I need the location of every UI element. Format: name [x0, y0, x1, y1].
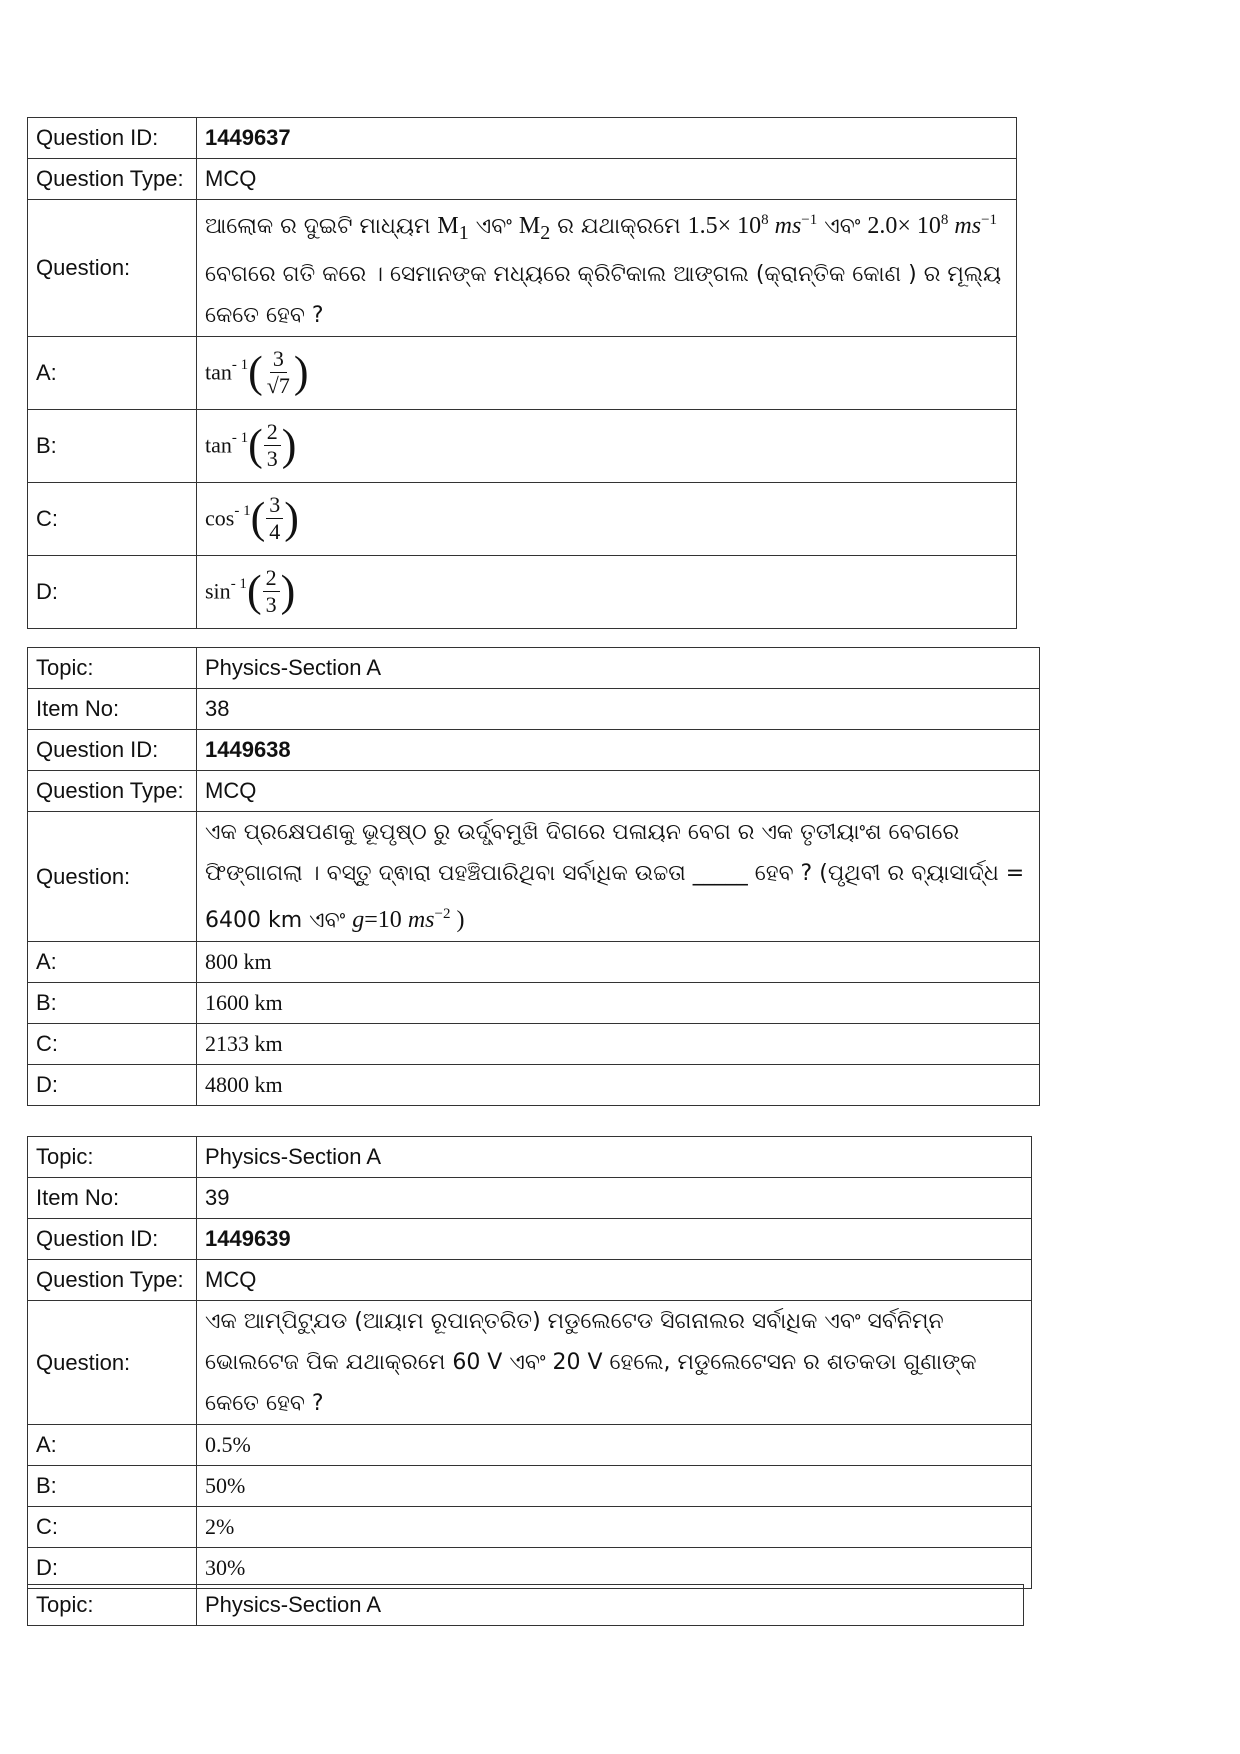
option-c-value: $\cos^{- 1}$( $\frac{3}{4}$ ) [197, 482, 1017, 555]
topic-value: Physics-Section A [197, 1585, 1024, 1626]
question-id-label: Question ID: [28, 1219, 197, 1260]
option-a-value: 0.5% [197, 1425, 1032, 1466]
question-id-value: 1449637 [197, 118, 1017, 159]
option-c-value: 2% [197, 1507, 1032, 1548]
question-type-value: MCQ [197, 159, 1017, 200]
question-text: ଏକ ପ୍ରକ୍ଷେପଣକୁ ଭୂପୃଷ୍ଠ ରୁ ଉର୍ଦ୍ଧ୍ବମୁଖି ଦିଗରେ ପଳାୟନ ବେଗ ର ଏକ ତୃତୀୟାଂଶ ବେଗରେ ଫିଙ୍ଗାଗଲା । ବସ୍ତୁ ଦ୍ଵାରା ପହଞ୍ଚିପାରିଥିବା ସର୍ବାଧିକ ଉଚ୍ଚତା _____ ହେବ ? (ପୃଥିବୀ ର ବ୍ୟାସାର୍ଦ୍ଧ = 6400 km ଏବଂ g=10 $ms^{-2}$ ) [197, 812, 1040, 942]
question-id-value: 1449638 [197, 730, 1040, 771]
question-table-1449638 [27, 647, 1040, 1106]
item-no-value: 38 [197, 689, 1040, 730]
option-a-label: A: [28, 1425, 197, 1466]
option-b-label: B: [28, 1466, 197, 1507]
option-b-label: B: [28, 983, 197, 1024]
topic-value: Physics-Section A [197, 648, 1040, 689]
topic-label: Topic: [28, 648, 197, 689]
question-id-value: 1449639 [197, 1219, 1032, 1260]
question-table-next [27, 1584, 1024, 1626]
question-label: Question: [28, 200, 197, 337]
option-b-label: B: [28, 409, 197, 482]
question-type-value: MCQ [197, 1260, 1032, 1301]
topic-value: Physics-Section A [197, 1137, 1032, 1178]
option-a-label: A: [28, 942, 197, 983]
topic-label: Topic: [28, 1585, 197, 1626]
option-a-value: $\tan^{- 1}$( $\frac{3}{√7}$ ) [197, 336, 1017, 409]
option-b-value: $\tan^{- 1}$( $\frac{2}{3}$ ) [197, 409, 1017, 482]
question-text: ଆଲୋକ ର ଦୁଇଟି ମାଧ୍ୟମ $M_1$ ଏବଂ $M_2$ ର ଯଥାକ୍ରମେ $1.5\times 10^8$ $ms^{-1}$ ଏବଂ $2.0\times 10^8$ $ms^{-1}$ ବେଗରେ ଗତି କରେ । ସେମାନଙ୍କ ମଧ୍ୟରେ କ୍ରିଟିକାଲ ଆଙ୍ଗଲ (କ୍ରାନ୍ତିକ କୋଣ ) ର ମୂଲ୍ୟ କେତେ ହେବ ? [197, 200, 1017, 337]
question-type-label: Question Type: [28, 159, 197, 200]
option-c-label: C: [28, 1024, 197, 1065]
option-d-value: $\sin^{- 1}$( $\frac{2}{3}$ ) [197, 555, 1017, 628]
question-id-label: Question ID: [28, 730, 197, 771]
question-type-value: MCQ [197, 771, 1040, 812]
option-d-value: 30% [197, 1548, 1032, 1589]
option-c-label: C: [28, 482, 197, 555]
question-id-label: Question ID: [28, 118, 197, 159]
option-c-value: 2133 km [197, 1024, 1040, 1065]
question-table-1449637 [27, 117, 1017, 629]
option-a-value: 800 km [197, 942, 1040, 983]
option-d-value: 4800 km [197, 1065, 1040, 1106]
question-type-label: Question Type: [28, 771, 197, 812]
question-text: ଏକ ଆମ୍ପିଟ୍ଯୁଡ (ଆୟାମ ରୂପାନ୍ତରିତ) ମଡୁଲେଟେଡ ସିଗନାଲର ସର୍ବାଧିକ ଏବଂ ସର୍ବନିମ୍ନ ଭୋଲଟେଜ ପିକ ଯଥାକ୍ରମେ 60 V ଏବଂ 20 V ହେଲେ, ମଡୁଲେଟେସନ ର ଶତକଡା ଗୁଣାଙ୍କ କେତେ ହେବ ? [197, 1301, 1032, 1425]
item-no-value: 39 [197, 1178, 1032, 1219]
option-a-label: A: [28, 336, 197, 409]
option-b-value: 50% [197, 1466, 1032, 1507]
item-no-label: Item No: [28, 689, 197, 730]
option-d-label: D: [28, 1548, 197, 1589]
question-type-label: Question Type: [28, 1260, 197, 1301]
question-label: Question: [28, 812, 197, 942]
option-d-label: D: [28, 555, 197, 628]
option-d-label: D: [28, 1065, 197, 1106]
item-no-label: Item No: [28, 1178, 197, 1219]
question-label: Question: [28, 1301, 197, 1425]
topic-label: Topic: [28, 1137, 197, 1178]
option-c-label: C: [28, 1507, 197, 1548]
question-table-1449639 [27, 1136, 1032, 1589]
option-b-value: 1600 km [197, 983, 1040, 1024]
